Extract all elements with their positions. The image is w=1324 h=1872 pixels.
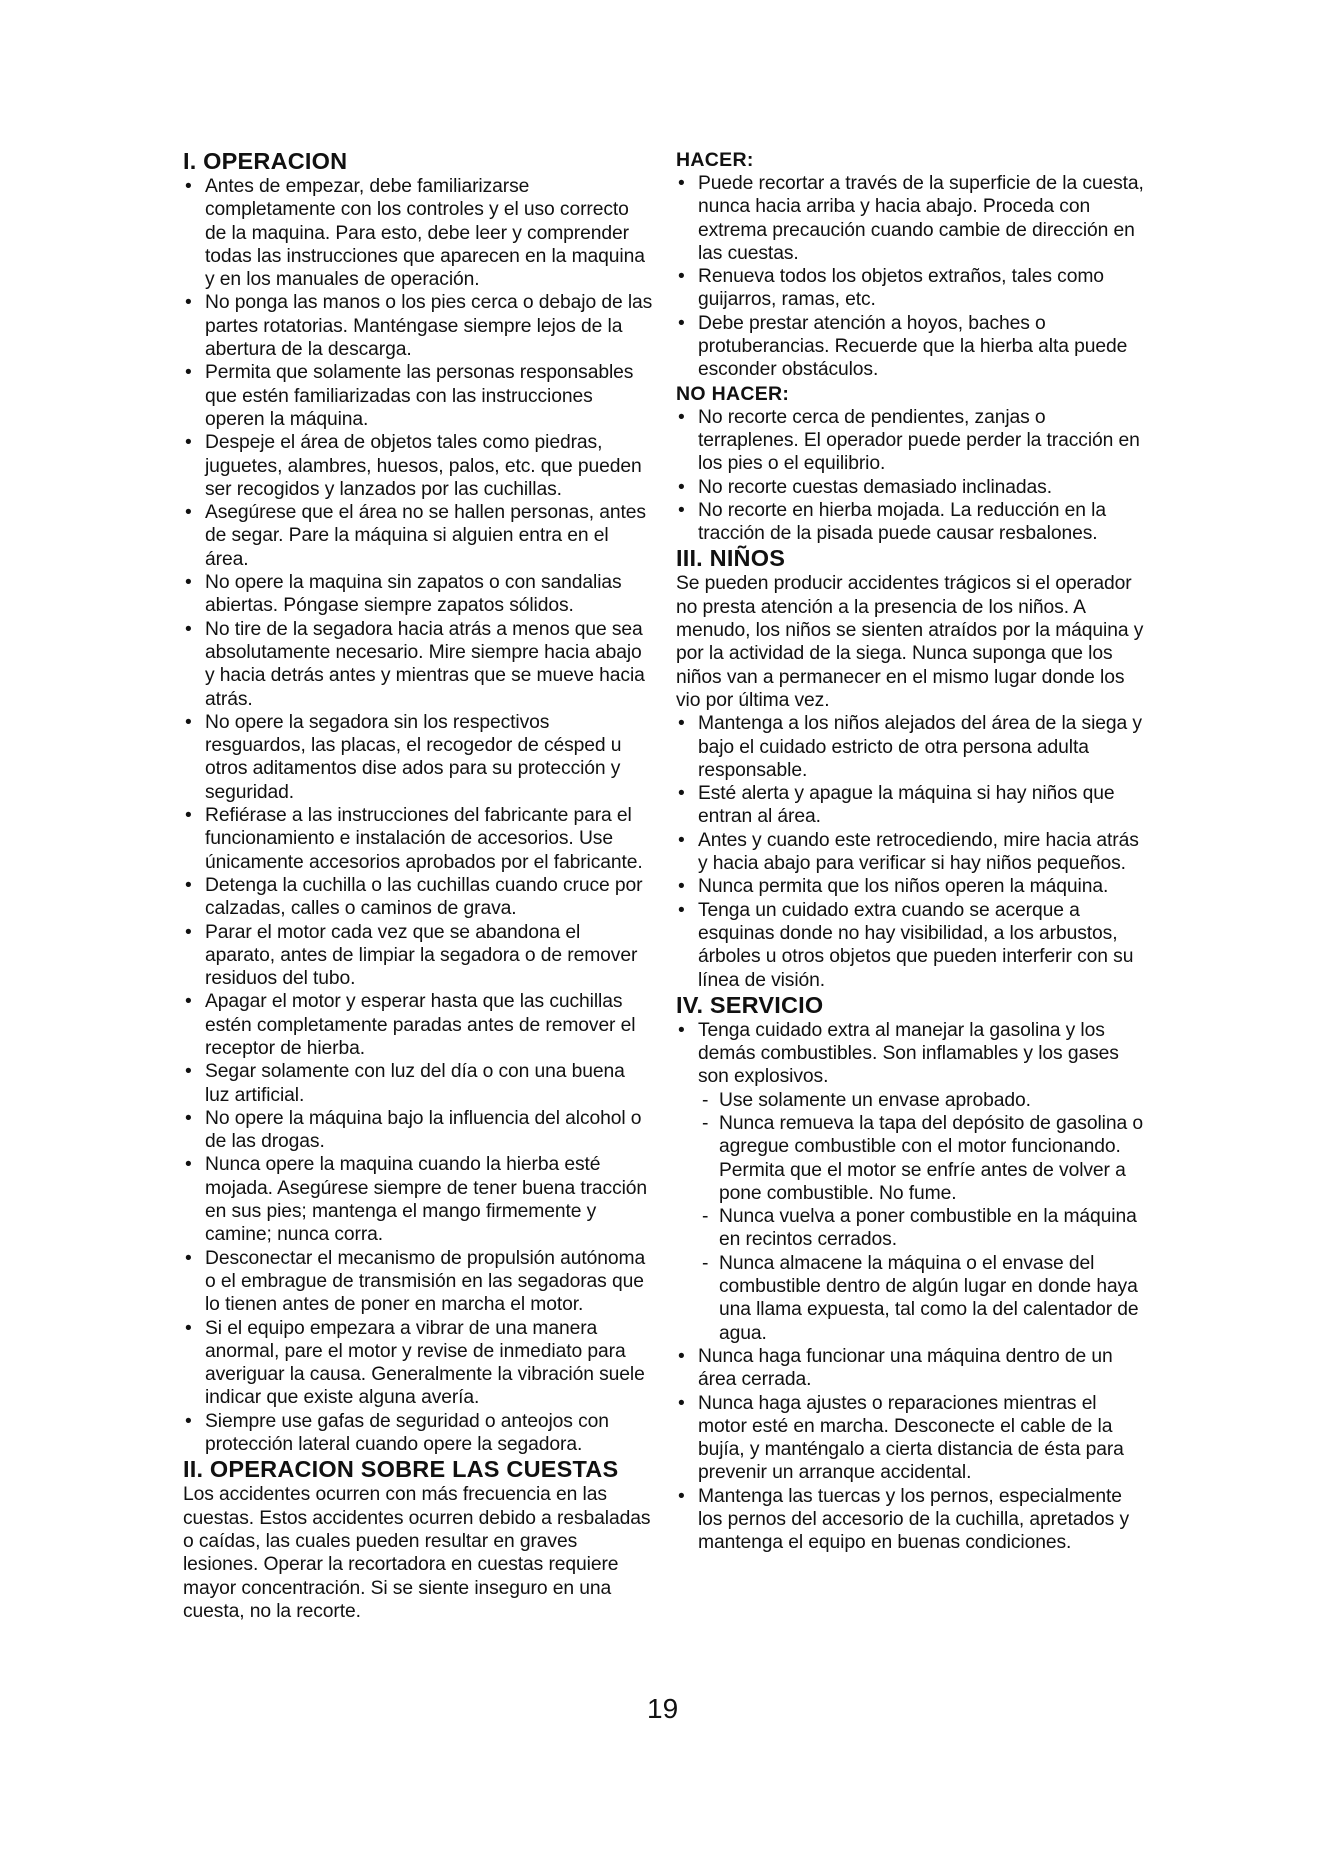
- section-title-cuestas: II. OPERACION SOBRE LAS CUESTAS: [183, 1456, 619, 1483]
- operacion-list: [183, 175, 653, 1456]
- servicio-list: [676, 1019, 1146, 1089]
- list-item: • Esté alerta y apague la máquina si hay niños que entran al área.: [676, 782, 1146, 829]
- list-item: • Siempre use gafas de seguridad o anteojos con protección lateral cuando opere la segadora.: [183, 1410, 653, 1457]
- list-item: • Segar solamente con luz del día o con una buena luz artificial.: [183, 1060, 653, 1107]
- list-item: • No opere la segadora sin los respectivos resguardos, las placas, el recogedor de césped u otros aditamentos dise ados para su protección y seguridad.: [183, 711, 653, 804]
- list-item: • No opere la maquina sin zapatos o con sandalias abiertas. Póngase siempre zapatos sólidos.: [183, 571, 653, 618]
- list-item: • Mantenga a los niños alejados del área de la siega y bajo el cuidado estricto de otra persona adulta responsable.: [676, 712, 1146, 782]
- list-item: • Debe prestar atención a hoyos, baches o protuberancias. Recuerde que la hierba alta puede esconder obstáculos.: [676, 312, 1146, 382]
- page-number: 19: [647, 1693, 679, 1724]
- list-item: • Detenga la cuchilla o las cuchillas cuando cruce por calzadas, calles o caminos de grava.: [183, 874, 653, 921]
- list-item: • Asegúrese que el área no se hallen personas, antes de segar. Pare la máquina si alguien entra en el área.: [183, 501, 653, 571]
- list-item: • Puede recortar a través de la superficie de la cuesta, nunca hacia arriba y hacia abajo. Proceda con extrema precaución cuando cambie de dirección en las cuestas.: [676, 172, 1146, 265]
- list-item: • No opere la máquina bajo la influencia del alcohol o de las drogas.: [183, 1107, 653, 1154]
- subsection-title-hacer: HACER:: [676, 149, 754, 171]
- list-item: • Nunca haga funcionar una máquina dentro de un área cerrada.: [676, 1345, 1146, 1392]
- list-item: • No recorte en hierba mojada. La reducción en la tracción de la pisada puede causar resbalones.: [676, 499, 1146, 546]
- list-item: • Tenga un cuidado extra cuando se acerque a esquinas donde no hay visibilidad, a los arbustos, árboles u otros objetos que pueden interferir con su línea de visión.: [676, 899, 1146, 992]
- subsection-title-no-hacer: NO HACER:: [676, 382, 790, 405]
- list-item: • No tire de la segadora hacia atrás a menos que sea absolutamente necesario. Mire siempre hacia abajo y hacia detrás antes y mientras que se mueve hacia atrás.: [183, 618, 653, 711]
- right-column: [676, 148, 1146, 1555]
- list-item: • No ponga las manos o los pies cerca o debajo de las partes rotatorias. Manténgase siempre lejos de la abertura de la descarga.: [183, 291, 653, 361]
- list-item: • Nunca opere la maquina cuando la hierba esté mojada. Asegúrese siempre de tener buena tracción en sus pies; mantenga el mango firmemente y camine; nunca corra.: [183, 1153, 653, 1246]
- sub-list-item: - Nunca remueva la tapa del depósito de gasolina o agregue combustible con el motor funcionando. Permita que el motor se enfríe antes de volver a pone combustible. No fume.: [698, 1112, 1146, 1205]
- ninos-list: [676, 712, 1146, 992]
- sub-list-item: - Nunca vuelva a poner combustible en la máquina en recintos cerrados.: [698, 1205, 1146, 1252]
- servicio-list-2: [676, 1345, 1146, 1555]
- list-item: • Mantenga las tuercas y los pernos, especialmente los pernos del accesorio de la cuchilla, apretados y mantenga el equipo en buenas condiciones.: [676, 1485, 1146, 1555]
- section-title-ninos: III. NIÑOS: [676, 545, 786, 572]
- left-column: [183, 148, 653, 1623]
- list-item: • Si el equipo empezara a vibrar de una manera anormal, pare el motor y revise de inmediato para averiguar la causa. Generalmente la vibración suele indicar que existe alguna avería.: [183, 1317, 653, 1410]
- list-item: • Nunca permita que los niños operen la máquina.: [676, 875, 1146, 898]
- no-hacer-list: [676, 406, 1146, 546]
- section-title-operacion: I. OPERACION: [183, 148, 348, 174]
- hacer-list: [676, 172, 1146, 382]
- list-item: • Desconectar el mecanismo de propulsión autónoma o el embrague de transmisión en las segadoras que lo tienen antes de poner en marcha el motor.: [183, 1247, 653, 1317]
- list-item: • Antes de empezar, debe familiarizarse completamente con los controles y el uso correcto de la maquina. Para esto, debe leer y comprender todas las instrucciones que aparecen en la maquina y en los manuales de operación.: [183, 175, 653, 291]
- list-item: • No recorte cerca de pendientes, zanjas o terraplenes. El operador puede perder la tracción en los pies o el equilibrio.: [676, 406, 1146, 476]
- list-item: • Refiérase a las instrucciones del fabricante para el funcionamiento e instalación de accesorios. Use únicamente accesorios aprobados por el fabricante.: [183, 804, 653, 874]
- list-item: • No recorte cuestas demasiado inclinadas.: [676, 476, 1146, 499]
- list-item: • Despeje el área de objetos tales como piedras, juguetes, alambres, huesos, palos, etc. que pueden ser recogidos y lanzados por las cuchillas.: [183, 431, 653, 501]
- list-item: • Tenga cuidado extra al manejar la gasolina y los demás combustibles. Son inflamables y los gases son explosivos.: [676, 1019, 1146, 1089]
- list-item: • Permita que solamente las personas responsables que estén familiarizadas con las instrucciones operen la máquina.: [183, 361, 653, 431]
- list-item: • Nunca haga ajustes o reparaciones mientras el motor esté en marcha. Desconecte el cable de la bujía, y manténgalo a cierta distancia de ésta para prevenir un arranque accidental.: [676, 1392, 1146, 1485]
- sub-list-item: - Use solamente un envase aprobado.: [698, 1089, 1146, 1112]
- servicio-sublist: [676, 1089, 1146, 1345]
- sub-list-item: - Nunca almacene la máquina o el envase del combustible dentro de algún lugar en donde haya una llama expuesta, tal como la del calentador de agua.: [698, 1252, 1146, 1345]
- list-item: • Antes y cuando este retrocediendo, mire hacia atrás y hacia abajo para verificar si hay niños pequeños.: [676, 829, 1146, 876]
- list-item: • Parar el motor cada vez que se abandona el aparato, antes de limpiar la segadora o de remover residuos del tubo.: [183, 921, 653, 991]
- list-item: • Apagar el motor y esperar hasta que las cuchillas estén completamente paradas antes de remover el receptor de hierba.: [183, 990, 653, 1060]
- cuestas-paragraph: Los accidentes ocurren con más frecuencia en las cuestas. Estos accidentes ocurren debido a resbaladas o caídas, las cuales pueden resultar en graves lesiones. Operar la recortadora en cuestas requiere mayor concentración. Si se siente inseguro en una cuesta, no la recorte.: [183, 1484, 651, 1622]
- ninos-paragraph: Se pueden producir accidentes trágicos si el operador no presta atención a la presencia de los niños. A menudo, los niños se sienten atraídos por la máquina y por la actividad de la siega. Nunca suponga que los niños van a permanecer en el mismo lugar donde los vio por última vez.: [676, 573, 1144, 711]
- list-item: • Renueva todos los objetos extraños, tales como guijarros, ramas, etc.: [676, 265, 1146, 312]
- section-title-servicio: IV. SERVICIO: [676, 991, 824, 1018]
